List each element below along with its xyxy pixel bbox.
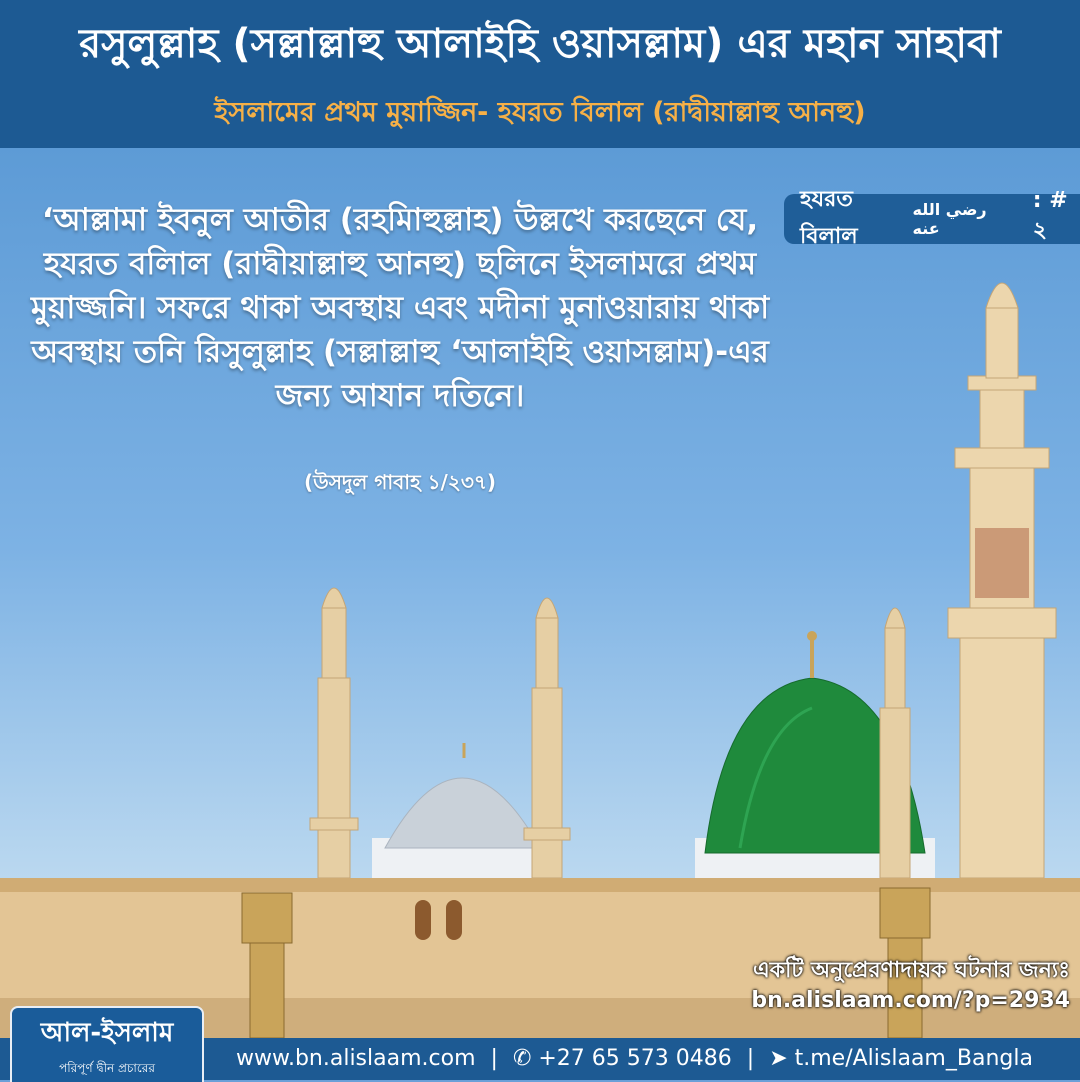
whatsapp-icon: ✆ xyxy=(512,1046,532,1071)
page-title: রসুলুল্লাহ (সল্লাল্লাহু আলাইহি ওয়াসল্লাম) এর মহান সাহাবা xyxy=(79,21,1001,67)
divider: | xyxy=(746,1046,755,1071)
phone-link[interactable]: +27 65 573 0486 xyxy=(538,1046,732,1071)
series-badge xyxy=(784,187,1080,249)
story-callout xyxy=(600,956,1070,1016)
callout-link[interactable]: bn.alislaam.com/?p=2934 xyxy=(751,988,1070,1013)
badge-name: হযরত বিলাল xyxy=(800,187,858,249)
brand-logo xyxy=(10,1006,204,1082)
quote-source: (উসদুল গাবাহ ১/২৩৭) xyxy=(303,470,497,494)
footer-links xyxy=(236,1038,1033,1080)
divider: | xyxy=(490,1046,498,1071)
brand-name: আল-ইসলাম xyxy=(40,1018,174,1048)
header-banner xyxy=(0,0,1080,148)
honorific-calligraphy-icon: رضي الله عنه xyxy=(912,200,987,238)
badge-number: : # ২ xyxy=(1032,188,1068,243)
brand-tagline: পরিপূর্ণ দ্বীন প্রচারের xyxy=(59,1061,155,1075)
telegram-link[interactable]: t.me/Alislaam_Bangla xyxy=(794,1046,1033,1071)
website-link[interactable]: www.bn.alislaam.com xyxy=(236,1046,476,1071)
callout-text: একটি অনুপ্রেরণাদায়ক ঘটনার জন্যঃ xyxy=(752,958,1070,983)
hadith-quote: ‘আল্লামা ইবনুল আতীর (রহমিাহুল্লাহ) উল্লখে করছেনে যে, হযরত বলিাল (রাদ্বীয়াল্লাহু আনহু) ছলিনে ইসলামরে প্রথম মুয়াজ্জনি। সফরে থাকা অবস্থায় এবং মদীনা মুনাওয়ারায় থাকা অবস্থায় তনি রিসুলুল্লাহ (সল্লাল্লাহু ‘আলাইহি ওয়াসল্লাম)-এর জন্য আযান দতিনে। xyxy=(30,202,770,414)
page-subtitle: ইসলামের প্রথম মুয়াজ্জিন- হযরত বিলাল (রাদ্বীয়াল্লাহু আনহু) xyxy=(214,97,866,128)
telegram-icon: ➤ xyxy=(769,1046,788,1071)
